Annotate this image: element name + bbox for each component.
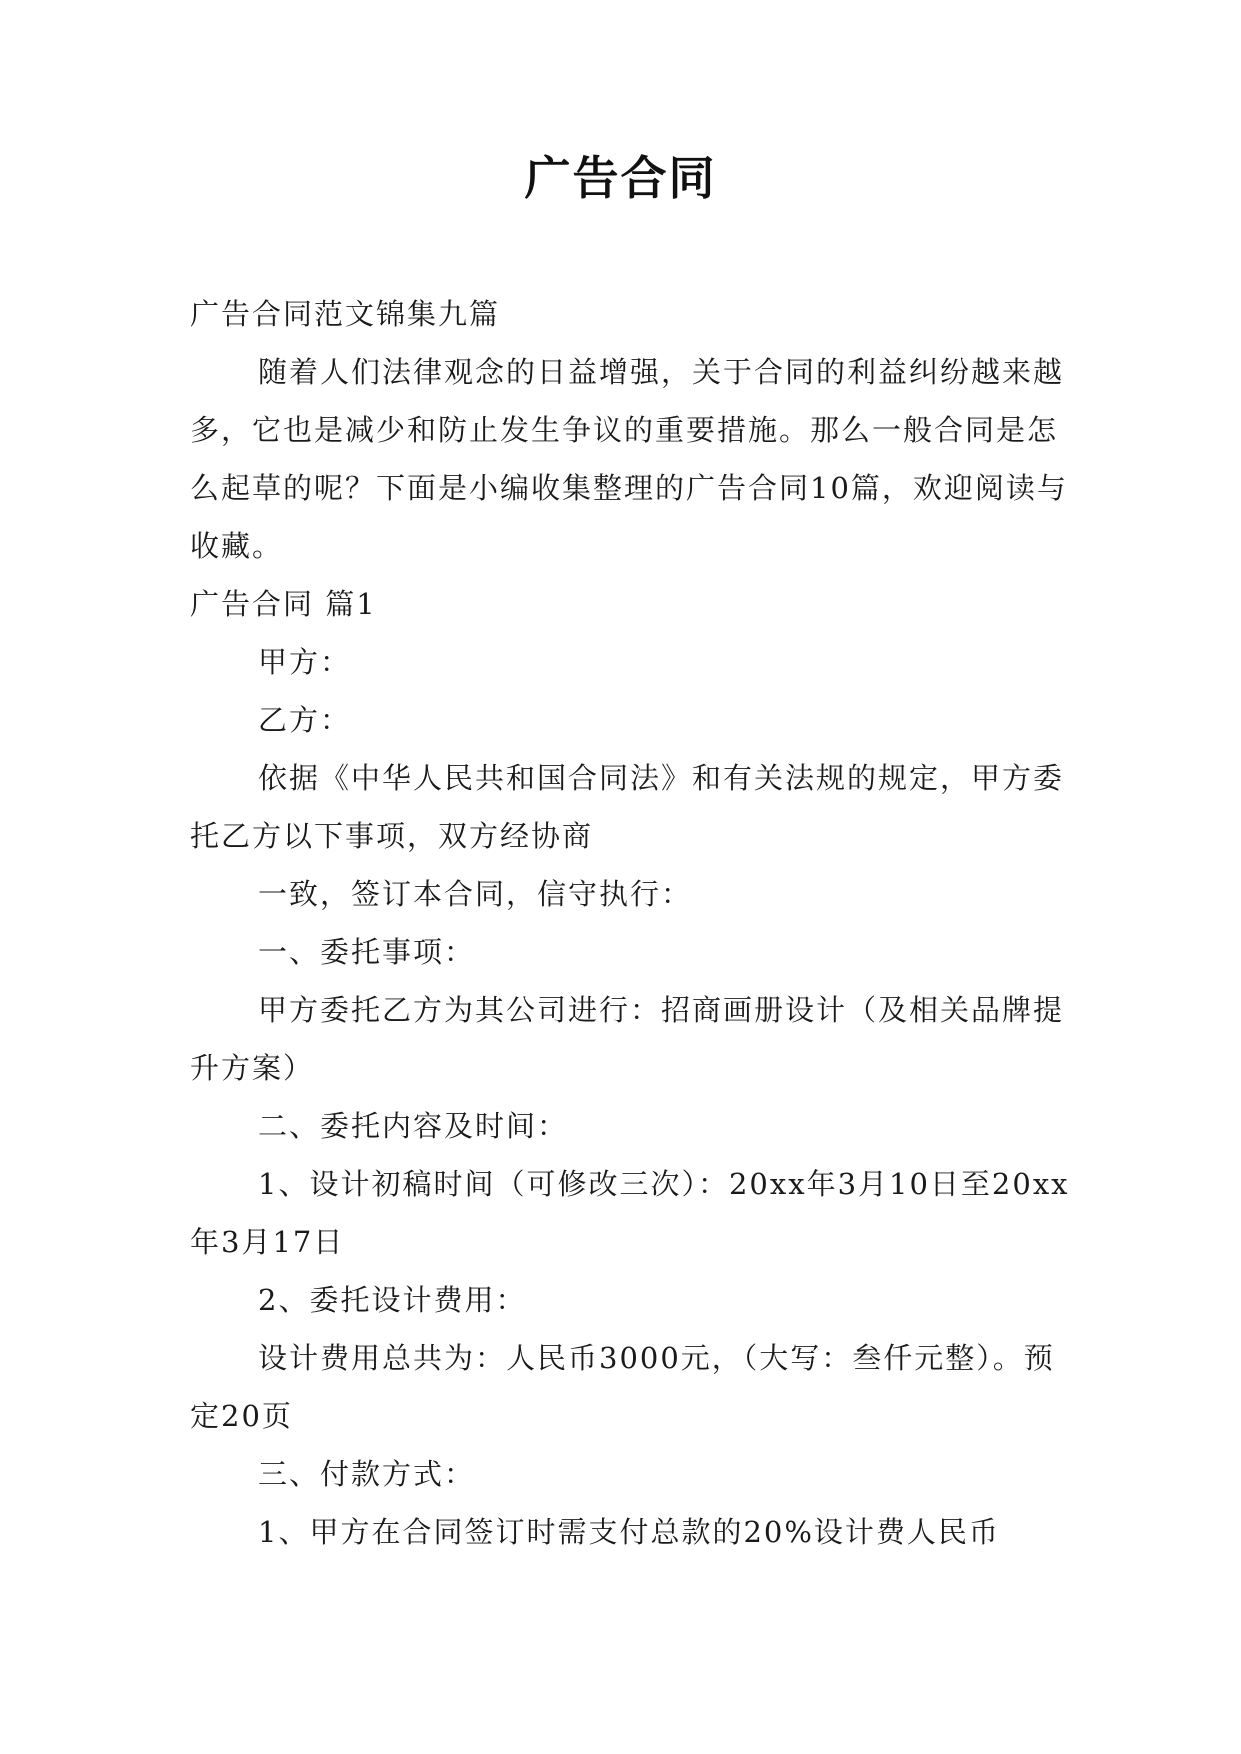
agreement-line: 一致，签订本合同，信守执行： (258, 877, 693, 911)
party-a-line: 甲方： (258, 645, 352, 679)
section-heading: 广告合同 篇1 (190, 587, 377, 621)
document-body (190, 285, 1070, 1561)
subtitle-line: 广告合同范文锦集九篇 (190, 297, 501, 331)
design-fee-paragraph: 设计费用总共为：人民币3000元，（大写：叁仟元整）。预定20页 (190, 1341, 1055, 1433)
intro-paragraph: 随着人们法律观念的日益增强，关于合同的利益纠纷越来越多，它也是减少和防止发生争议的重要措施。那么一般合同是怎么起草的呢？下面是小编收集整理的广告合同10篇，欢迎阅读与收藏。 (190, 355, 1068, 563)
clause-heading-3: 三、付款方式： (258, 1457, 476, 1491)
party-b-line: 乙方： (258, 703, 352, 737)
clause-2-item-1: 1、设计初稿时间（可修改三次）：20xx年3月10日至20xx年3月17日 (190, 1167, 1070, 1259)
clause-heading-1: 一、委托事项： (258, 935, 476, 969)
legal-basis-paragraph: 依据《中华人民共和国合同法》和有关法规的规定，甲方委托乙方以下事项，双方经协商 (190, 761, 1065, 853)
clause-heading-2: 二、委托内容及时间： (258, 1109, 569, 1143)
clause-2-item-2: 2、委托设计费用： (258, 1283, 527, 1317)
clause-3-item-1: 1、甲方在合同签订时需支付总款的20%设计费人民币 (258, 1515, 1000, 1549)
document-title: 广告合同 (524, 151, 717, 205)
clause-1-content: 甲方委托乙方为其公司进行：招商画册设计（及相关品牌提升方案） (190, 993, 1065, 1085)
